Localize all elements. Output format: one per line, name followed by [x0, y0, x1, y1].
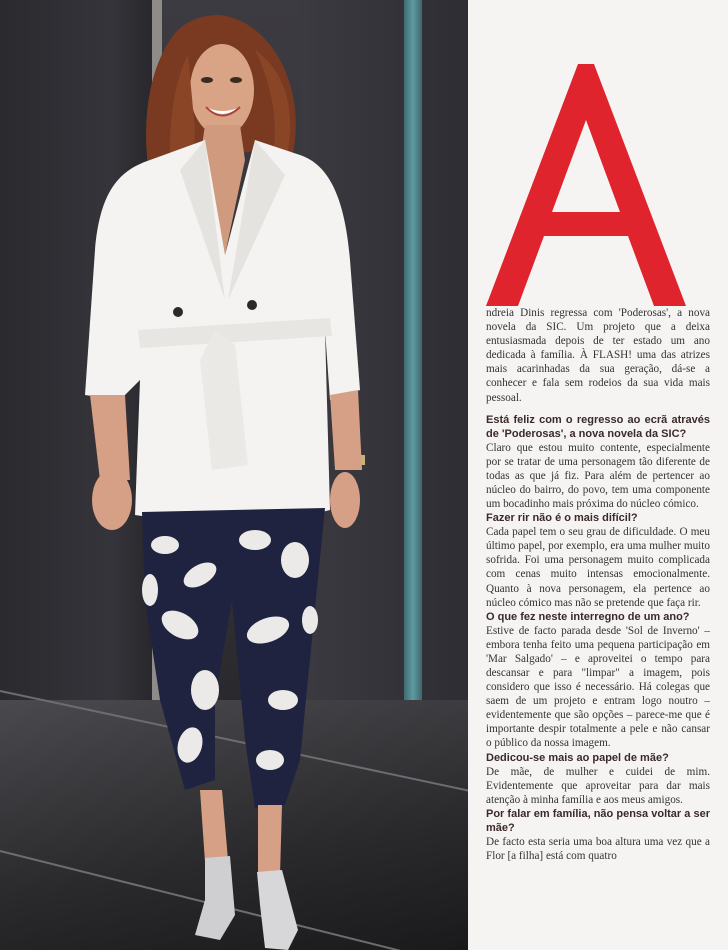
question: Está feliz com o regresso ao ecrã através de 'Poderosas', a nova novela da SIC?: [486, 413, 710, 440]
question: Fazer rir não é o mais difícil?: [486, 512, 638, 525]
dropcap-text: A: [584, 200, 586, 201]
answer: Claro que estou muito contente, especialmente por se tratar de uma personagem tão diferente de todas as que já fiz. Para além de pertencer ao núcleo do bairro, do povo, tem uma componente um bocadinho mais próxima do núcleo cómico.: [486, 441, 710, 511]
answer: De facto esta seria uma boa altura uma vez que a Flor [a filha] está com quatro: [486, 835, 710, 862]
question: Por falar em família, não pensa voltar a ser mãe?: [486, 807, 710, 834]
article-body: [486, 306, 710, 863]
answer: Cada papel tem o seu grau de dificuldade. O meu último papel, por exemplo, era uma mulher muito sofrida. Foi uma personagem muito complicada com cenas muito intensas emocionalmente. Quanto à nova personagem, ela pertence ao núcleo cómico mas não se pretende que faça rir.: [486, 526, 710, 609]
question: Dedicou-se mais ao papel de mãe?: [486, 751, 669, 764]
answer: Estive de facto parada desde 'Sol de Inverno' – embora tenha feito uma pequena participação em 'Mar Salgado' – e aproveitei o tempo para descansar e para "limpar" a imagem, pois considero que isso é necessário. Há colegas que saem de um projeto e entram logo noutro – evidentemente que são opções – parece-me que é importante despir totalmente a pele e não cansar o público da nossa imagem.: [486, 624, 710, 750]
question: O que fez neste interregno de um ano?: [486, 610, 690, 623]
dropcap-letter: [482, 60, 688, 310]
article-intro: ndreia Dinis regressa com 'Poderosas', a nova novela da SIC. Um projeto que a deixa entusiasmada depois de ter estado um ano dedicada à família. À FLASH! uma das atrizes mais acarinhadas da sua geração, dá-se a conhecer e fala sem rodeios da sua vida mais pessoal.: [486, 307, 710, 404]
answer: De mãe, de mulher e cuidei de mim. Evidentemente que aproveitar para dar mais atenção à minha família e aos meus amigos.: [486, 765, 710, 806]
